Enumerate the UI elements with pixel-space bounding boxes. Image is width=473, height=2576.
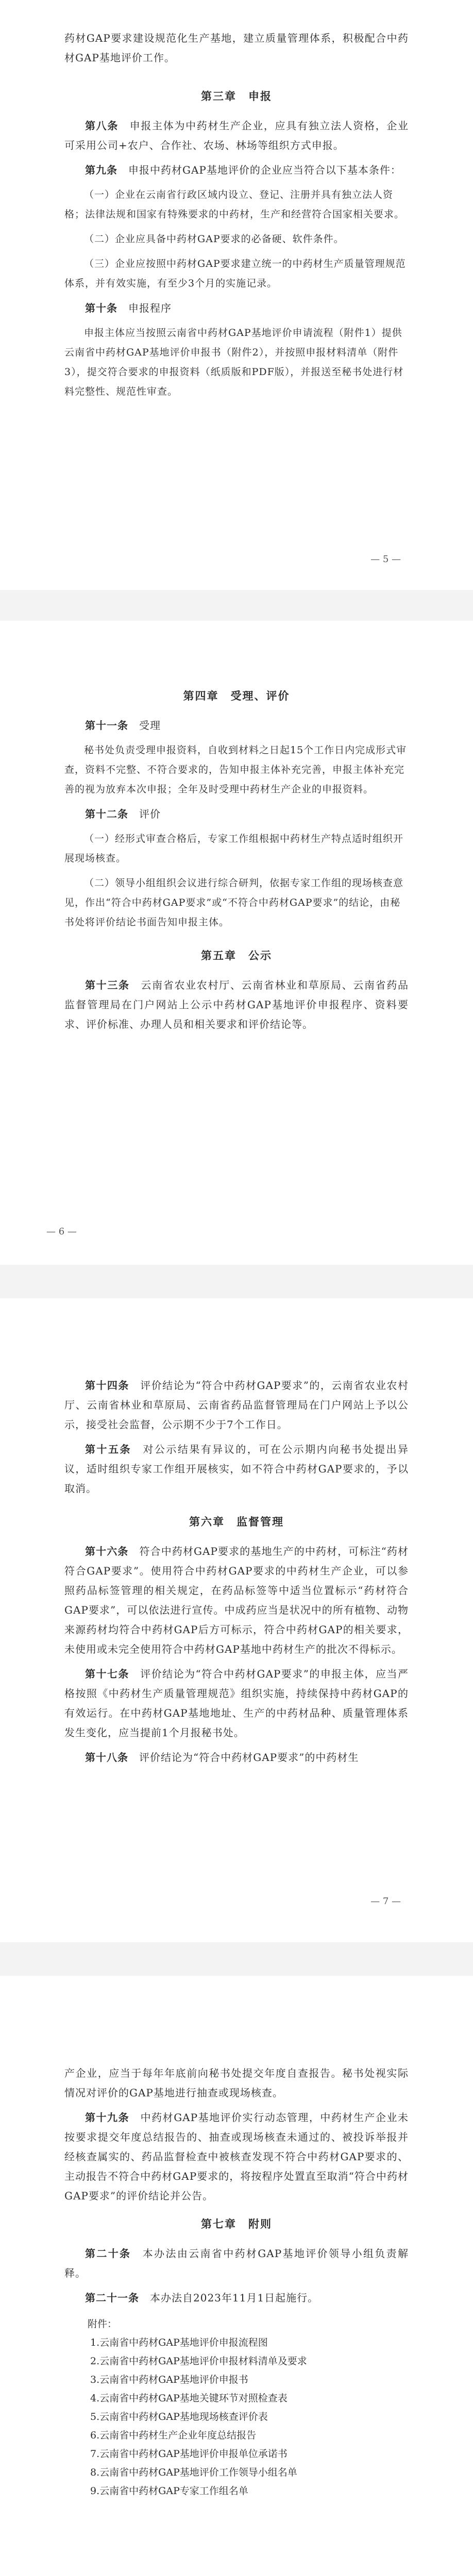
chapter-title: 第三章 申报 — [201, 90, 272, 103]
article-label: 第十八条 — [85, 1751, 128, 1764]
article-text: 申报程序 — [128, 302, 172, 314]
document-page-6 — [0, 621, 473, 1265]
document-page-5 — [0, 0, 473, 590]
chapter-title: 第六章 监督管理 — [189, 1515, 284, 1528]
chapter-title: 第七章 附则 — [201, 2217, 272, 2230]
article-text: 评价结论为“符合中药材GAP要求”的申报主体，应当严格按照《中药材生产质量管理规范》组织实施，持续保持中药材GAP的有效运行。在中药材GAP基地地址、生产的中药材品种、质量管理体系发生变化，应当提前1个月报秘书处。 — [64, 1668, 409, 1739]
attachment-item: 2.云南省中药材GAP基地评价申报材料清单及要求 — [90, 2355, 307, 2367]
article-21 — [64, 2288, 409, 2308]
article-9-item: （二）企业应具备中药材GAP要求的必备硬、软件条件。 — [84, 233, 344, 245]
article-12-item: （一）经形式审查合格后，专家工作组根据中药材生产特点适时组织开展现场核查。 — [64, 833, 404, 864]
article-label: 第八条 — [85, 120, 119, 132]
article-text: 评价结论为“符合中药材GAP要求”的，云南省农业农村厅、云南省林业和草原局、云南省药品监督管理局在门户网站上予以公示，接受社会监督，公示期不少于7个工作日。 — [64, 1379, 409, 1431]
article-18 — [64, 1748, 409, 1767]
continued-text: 药材GAP要求建设规范化生产基地，建立质量管理体系，积极配合中药材GAP基地评价工作。 — [64, 32, 409, 64]
article-label: 第二十条 — [85, 2247, 131, 2260]
article-text: 评价 — [139, 808, 161, 820]
article-8 — [64, 116, 409, 155]
page-number: — 5 — — [370, 554, 401, 565]
article-text: 评价结论为“符合中药材GAP要求”的中药材生 — [139, 1751, 359, 1764]
article-text: 符合中药材GAP要求的基地生产的中药材，可标注“药材符合GAP要求”。使用符合中药材GAP要求的中药材生产企业，可以参照药品标签管理的相关规定，在药品标签等中适当位置标示“药材符合GAP要求”，可以依法进行宣传。中成药应当是状况中的所有植物、动物来源药材均符合中药材GAP后方可标示，符合中药材GAP的相关要求，未使用或未完全使用符合中药材GAP基地中药材生产的批次不得标示。 — [64, 1545, 409, 1655]
attachment-item: 7.云南省中药材GAP基地评价申报单位承诺书 — [90, 2448, 288, 2460]
article-text: 对公示结果有异议的，可在公示期内向秘书处提出异议，适时组织专家工作组开展核实，如不符合中药材GAP要求的，予以取消。 — [64, 1443, 409, 1495]
article-label: 第九条 — [85, 164, 117, 176]
article-label: 第十四条 — [85, 1379, 129, 1392]
attachments-list — [8, 2333, 409, 2500]
article-12 — [64, 804, 409, 824]
attachment-item: 6.云南省中药材生产企业年度总结报告 — [90, 2430, 257, 2441]
document-page-8 — [0, 1976, 473, 2576]
article-13 — [64, 975, 409, 1034]
article-19 — [64, 2108, 409, 2206]
article-10 — [64, 298, 409, 318]
article-9 — [64, 160, 409, 180]
article-text: 本办法由云南省中药材GAP基地评价领导小组负责解释。 — [64, 2247, 409, 2279]
article-label: 第十二条 — [85, 808, 128, 820]
page-number: — 7 — — [370, 1896, 401, 1907]
article-text: 申报中药材GAP基地评价的企业应当符合以下基本条件： — [128, 164, 401, 176]
article-text: 受理 — [139, 719, 161, 732]
article-12-item: （二）领导小组组织会议进行综合研判，依据专家工作组的现场核查意见，作出“符合中药材GAP要求”或“不符合中药材GAP要求”的结论，由秘书处将评价结论书面告知申报主体。 — [64, 877, 404, 928]
attachment-item: 9.云南省中药材GAP专家工作组名单 — [90, 2485, 248, 2497]
attachment-item: 8.云南省中药材GAP基地评价工作领导小组名单 — [90, 2467, 297, 2478]
article-text: 中药材GAP基地评价实行动态管理，中药材生产企业未按要求提交年度总结报告的、抽查或现场核查未通过的、被投诉举报并经核查属实的、药品监督检查中被核查发现不符合中药材GAP要求的、主动报告不符合中药材GAP要求的，将按程序处置直至取消“符合中药材GAP要求”的评价结论并公告。 — [64, 2111, 409, 2202]
article-label: 第十一条 — [85, 719, 128, 732]
article-15 — [64, 1439, 409, 1498]
article-label: 第十条 — [85, 302, 117, 314]
article-11-body: 秘书处负责受理申报资料，自收到材料之日起15个工作日内完成形式审查，资料不完整、不符合要求的，告知申报主体补充完善，申报主体补充完善的视为放弃本次申报；全年及时受理中药材生产企业的申报资料。 — [64, 744, 407, 795]
article-label: 第十五条 — [85, 1443, 131, 1455]
article-11 — [64, 716, 409, 735]
chapter-title: 第四章 受理、评价 — [183, 689, 290, 702]
article-text: 云南省农业农村厅、云南省林业和草原局、云南省药品监督管理局在门户网站上公示中药材GAP基地评价申报程序、资料要求、评价标准、办理人员和相关要求和评价结论等。 — [64, 979, 409, 1030]
article-20 — [64, 2244, 409, 2283]
attachment-item: 3.云南省中药材GAP基地评价申报书 — [90, 2374, 248, 2385]
article-9-item: （一）企业在云南省行政区域内设立、登记、注册并具有独立法人资格；法律法规和国家有特殊要求的中药材，生产和经营符合国家相关要求。 — [64, 189, 405, 220]
article-14 — [64, 1376, 409, 1434]
article-10-body: 申报主体应当按照云南省中药材GAP基地评价申请流程（附件1）提供云南省中药材GAP基地评价申报书（附件2），并按照申报材料清单（附件3），提交符合要求的申报资料（纸质版和PDF版），并报送至秘书处进行材料完整性、规范性审查。 — [64, 327, 404, 397]
article-9-item: （三）企业应按照中药材GAP要求建立统一的中药材生产质量管理规范体系，并有效实施，有至少3个月的实施记录。 — [64, 258, 406, 289]
article-16 — [64, 1541, 409, 1659]
document-page-7 — [0, 1298, 473, 1942]
article-label: 第十九条 — [85, 2111, 130, 2124]
article-label: 第十六条 — [85, 1545, 129, 1557]
attachment-item: 1.云南省中药材GAP基地评价申报流程图 — [90, 2337, 268, 2348]
article-label: 第二十一条 — [85, 2292, 139, 2304]
attachments-heading: 附件： — [88, 2318, 117, 2330]
article-17 — [64, 1664, 409, 1742]
article-label: 第十七条 — [85, 1668, 129, 1680]
continued-text: 产企业，应当于每年年底前向秘书处提交年度自查报告。秘书处视实际情况对评价的GAP基地进行抽查或现场核查。 — [64, 2067, 409, 2099]
article-text: 申报主体为中药材生产企业，应具有独立法人资格，企业可采用公司+农户、合作社、农场、林场等组织方式申报。 — [64, 120, 409, 151]
attachment-item: 5.云南省中药材GAP基地现场核查评价表 — [90, 2411, 268, 2422]
article-label: 第十三条 — [85, 979, 130, 991]
article-text: 本办法自2023年11月1日起施行。 — [150, 2292, 319, 2304]
chapter-title: 第五章 公示 — [201, 949, 272, 962]
page-number: — 6 — — [46, 1226, 77, 1237]
attachment-item: 4.云南省中药材GAP基地关键环节对照检查表 — [90, 2393, 288, 2404]
